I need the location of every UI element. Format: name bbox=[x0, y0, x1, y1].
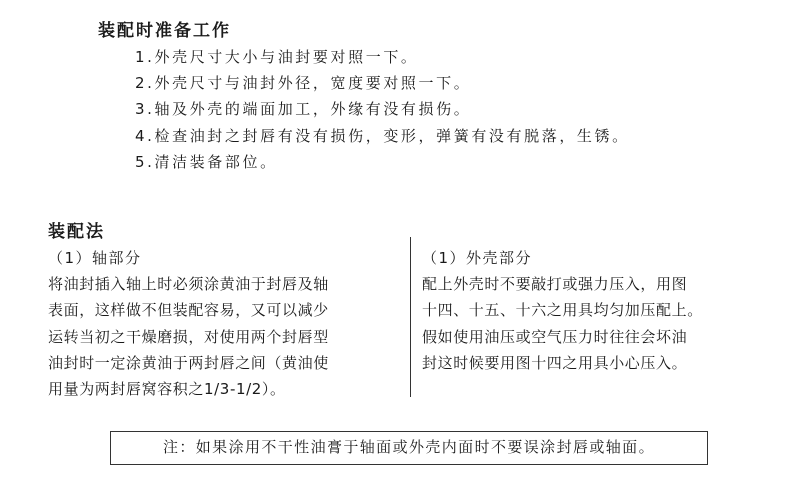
shaft-text-line: 油封时一定涂黄油于两封唇之间（黄油使 bbox=[48, 353, 329, 372]
preparation-item: 1.外壳尺寸大小与油封要对照一下。 bbox=[135, 48, 419, 66]
preparation-title: 装配时准备工作 bbox=[98, 21, 231, 41]
housing-text-line: 封这时候要用图十四之用具小心压入。 bbox=[422, 353, 688, 372]
preparation-item: 5.清洁装备部位。 bbox=[135, 152, 278, 171]
method-title: 装配法 bbox=[48, 222, 105, 242]
shaft-text-line: 用量为两封唇窝容积之1/3-1/2）。 bbox=[48, 380, 286, 399]
housing-text-line: 假如使用油压或空气压力时往往会坏油 bbox=[422, 327, 688, 346]
column-divider bbox=[410, 237, 411, 397]
shaft-section bbox=[48, 245, 400, 402]
shaft-text-line: 表面，这样做不但装配容易，又可以减少 bbox=[48, 301, 329, 320]
housing-section bbox=[422, 245, 762, 376]
shaft-text-line: 运转当初之干燥磨损，对使用两个封唇型 bbox=[48, 327, 329, 346]
note-box: 注：如果涂用不干性油膏于轴面或外壳内面时不要误涂封唇或轴面。 bbox=[110, 431, 708, 465]
shaft-text-line: 将油封插入轴上时必须涂黄油于封唇及轴 bbox=[48, 275, 329, 294]
housing-subtitle: （1）外壳部分 bbox=[422, 249, 533, 267]
preparation-item: 3.轴及外壳的端面加工，外缘有没有损伤。 bbox=[135, 100, 472, 119]
shaft-subtitle: （1）轴部分 bbox=[48, 249, 142, 267]
housing-text-line: 十四、十五、十六之用具均匀加压配上。 bbox=[422, 301, 703, 320]
preparation-list bbox=[135, 44, 630, 175]
preparation-item: 2.外壳尺寸与油封外径，宽度要对照一下。 bbox=[135, 74, 472, 93]
housing-text-line: 配上外壳时不要敲打或强力压入，用图 bbox=[422, 275, 688, 294]
preparation-item: 4.检查油封之封唇有没有损伤，变形，弹簧有没有脱落，生锈。 bbox=[135, 126, 630, 145]
